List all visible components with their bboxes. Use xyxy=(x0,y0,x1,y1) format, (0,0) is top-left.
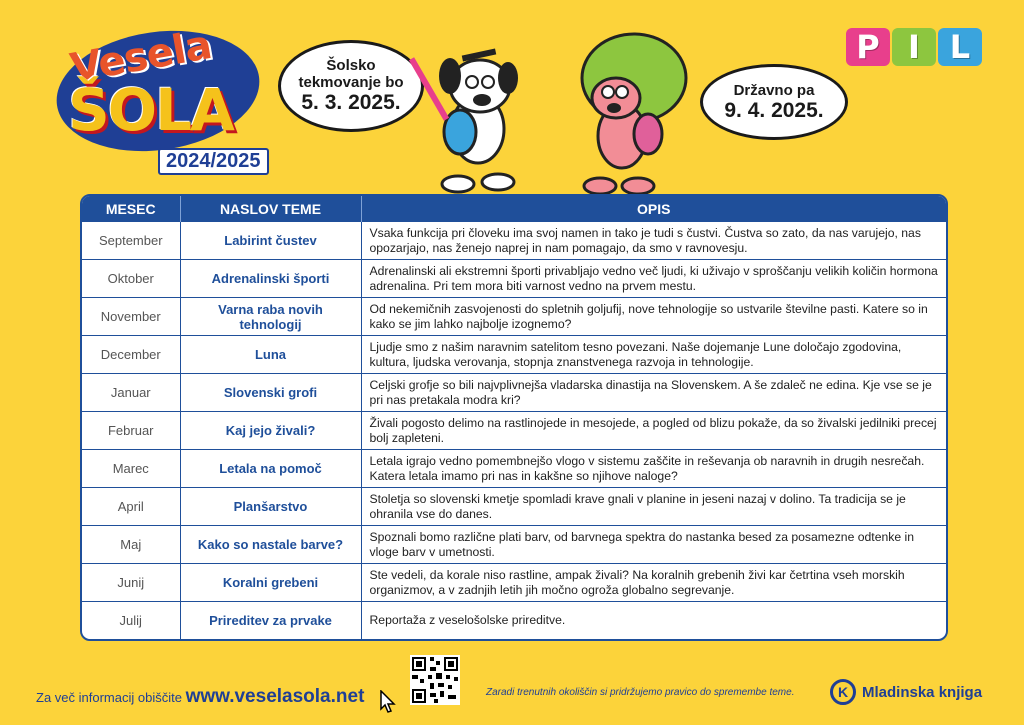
publisher-logo xyxy=(830,679,982,705)
bubble-school-line1: Šolsko xyxy=(326,57,376,74)
description-cell: Celjski grofje so bili najvplivnejša vladarska dinastija na Slovenskem. A še zdaleč ne edina. Kje vse se je pri nas pretakala modra kri? xyxy=(361,374,946,412)
topic-cell: Varna raba novih tehnologij xyxy=(180,298,361,336)
website-link[interactable]: www.veselasola.net xyxy=(185,686,365,707)
mouse-cursor-icon xyxy=(380,690,396,714)
topic-cell: Planšarstvo xyxy=(180,488,361,526)
description-cell: Ste vedeli, da korale niso rastline, ampak živali? Na koralnih grebenih živi kar četrtina vseh morskih organizmov, a v zadnjih letih jih močno ogroža globalno segrevanje. xyxy=(361,564,946,602)
logo-year: 2024/2025 xyxy=(158,148,269,175)
topic-cell: Luna xyxy=(180,336,361,374)
table-row xyxy=(82,298,946,336)
topic-cell: Kaj jejo živali? xyxy=(180,412,361,450)
footer-info xyxy=(36,686,364,708)
bubble-state-line1: Državno pa xyxy=(733,81,815,99)
table-header-row xyxy=(82,196,946,222)
pil-letter-i: I xyxy=(892,28,936,66)
description-cell: Stoletja so slovenski kmetje spomladi krave gnali v planine in jeseni nazaj v dolino. Ta tradicija se je ohranila vse do danes. xyxy=(361,488,946,526)
month-cell: Oktober xyxy=(82,260,180,298)
description-cell: Reportaža z veselošolske prireditve. xyxy=(361,602,946,640)
table-row xyxy=(82,374,946,412)
month-cell: Julij xyxy=(82,602,180,640)
pil-letter-p: P xyxy=(846,28,890,66)
description-cell: Vsaka funkcija pri človeku ima svoj namen in tako je tudi s čustvi. Čustva so zato, da nas varujejo, nas opozarjajo, nas ženejo naprej in nam pomagajo, da smo v ravnovesju. xyxy=(361,222,946,260)
month-cell: Marec xyxy=(82,450,180,488)
month-cell: April xyxy=(82,488,180,526)
description-cell: Letala igrajo vedno pomembnejšo vlogo v sistemu zaščite in reševanja ob naravnih in drugih nesrečah. Katera letala imamo pri nas in kakšne so njihove naloge? xyxy=(361,450,946,488)
bubble-school-date: 5. 3. 2025. xyxy=(301,91,401,114)
topic-cell: Labirint čustev xyxy=(180,222,361,260)
pil-letter-l: L xyxy=(938,28,982,66)
school-competition-bubble xyxy=(278,40,424,132)
topic-cell: Kako so nastale barve? xyxy=(180,526,361,564)
topic-cell: Prireditev za prvake xyxy=(180,602,361,640)
table-row xyxy=(82,336,946,374)
description-cell: Adrenalinski ali ekstremni športi privabljajo vedno več ljudi, ki uživajo v sproščanju velikih količin hormona adrenalina. Pri tem mora biti varnost vedno na prvem mestu. xyxy=(361,260,946,298)
header-description: OPIS xyxy=(361,196,946,222)
table-row xyxy=(82,260,946,298)
bubble-school-line2: tekmovanje bo xyxy=(298,74,404,91)
table-row xyxy=(82,602,946,640)
month-cell: December xyxy=(82,336,180,374)
vesela-sola-logo xyxy=(48,18,268,183)
month-cell: Februar xyxy=(82,412,180,450)
description-cell: Spoznali bomo različne plati barv, od barvnega spektra do nastanka besed za posamezne odtenke in vloge barv v umetnosti. xyxy=(361,526,946,564)
topic-cell: Letala na pomoč xyxy=(180,450,361,488)
table-row xyxy=(82,564,946,602)
logo-line1: Vesela xyxy=(67,22,215,92)
month-cell: September xyxy=(82,222,180,260)
table-row xyxy=(82,222,946,260)
topic-cell: Slovenski grofi xyxy=(180,374,361,412)
footer-info-label: Za več informacij obiščite xyxy=(36,690,182,705)
month-cell: Maj xyxy=(82,526,180,564)
bubble-state-date: 9. 4. 2025. xyxy=(724,98,824,122)
month-cell: November xyxy=(82,298,180,336)
table-row xyxy=(82,526,946,564)
topic-cell: Adrenalinski športi xyxy=(180,260,361,298)
description-cell: Živali pogosto delimo na rastlinojede in mesojede, a pogled od blizu pokaže, da so živalski jedilniki precej bolj zapleteni. xyxy=(361,412,946,450)
dog-mascot-illustration xyxy=(408,34,538,194)
header-topic: NASLOV TEME xyxy=(180,196,361,222)
header-month: MESEC xyxy=(82,196,180,222)
description-cell: Ljudje smo z našim naravnim satelitom tesno povezani. Naše dojemanje Lune določajo zgodovina, kultura, ljudska verovanja, stopnja znanstvenega razvoja in tehnologije. xyxy=(361,336,946,374)
mladinska-knjiga-icon: K xyxy=(830,679,856,705)
pil-logo xyxy=(846,28,982,66)
table-row xyxy=(82,450,946,488)
month-cell: Junij xyxy=(82,564,180,602)
change-notice: Zaradi trenutnih okoliščin si pridržujemo pravico do spremembe teme. xyxy=(486,687,795,698)
topic-cell: Koralni grebeni xyxy=(180,564,361,602)
pink-mascot-illustration xyxy=(556,26,696,196)
table-row xyxy=(82,412,946,450)
topics-table xyxy=(80,194,948,641)
month-cell: Januar xyxy=(82,374,180,412)
description-cell: Od nekemičnih zasvojenosti do spletnih goljufij, nove tehnologije so ustvarile številne pasti. Katere so in kako se jim lahko najbolje izognemo? xyxy=(361,298,946,336)
table-row xyxy=(82,488,946,526)
logo-line2: ŠOLA xyxy=(68,76,233,144)
qr-code[interactable] xyxy=(410,655,460,705)
state-competition-bubble xyxy=(700,64,848,140)
publisher-name: Mladinska knjiga xyxy=(862,683,983,701)
